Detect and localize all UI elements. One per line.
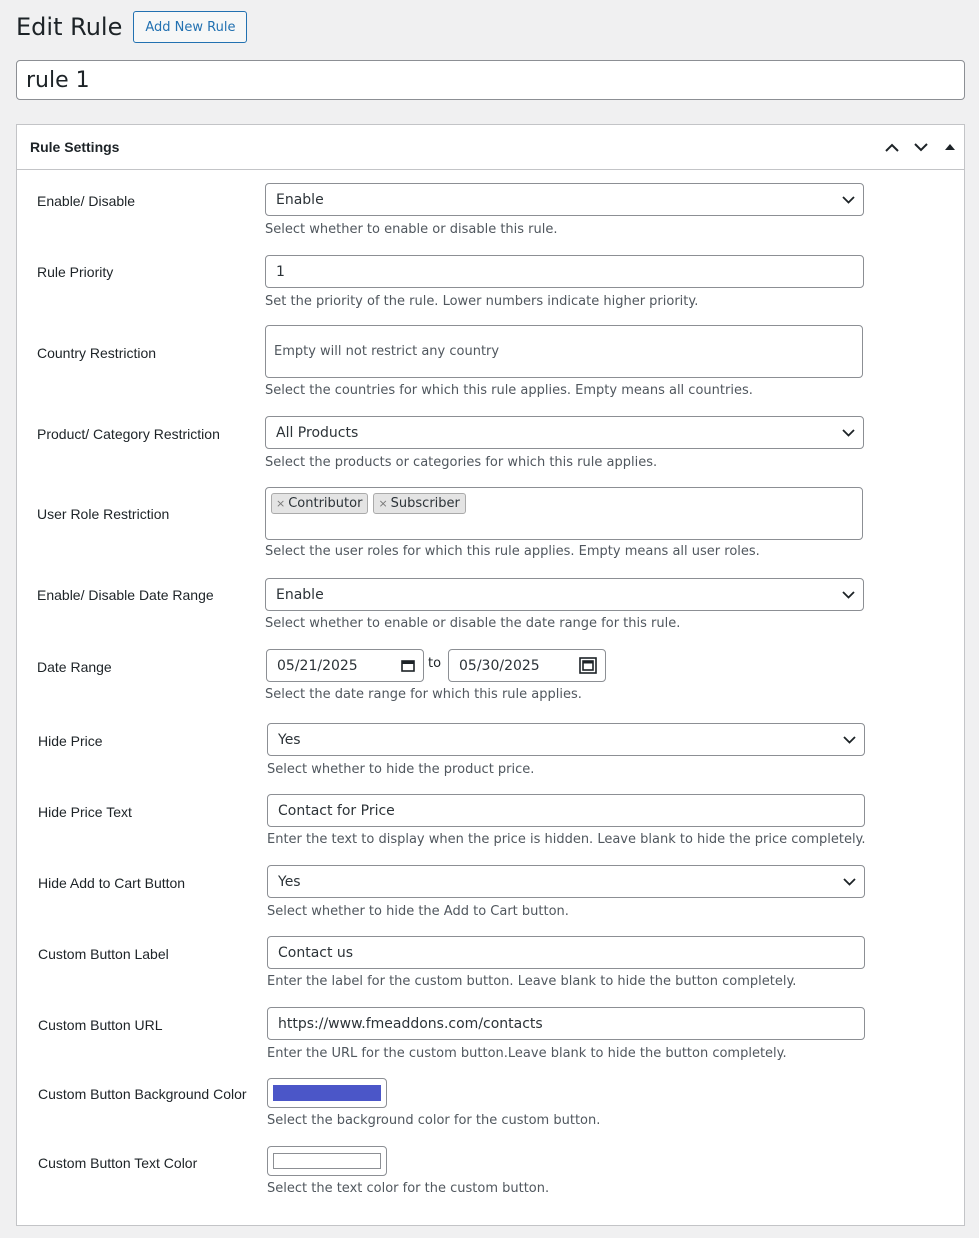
hide-price-text-input[interactable]: Contact for Price [267, 794, 865, 827]
button-text-color-label: Custom Button Text Color [38, 1155, 198, 1171]
hide-price-label: Hide Price [38, 733, 103, 749]
calendar-icon[interactable] [579, 657, 597, 674]
tag-label: Subscriber [390, 496, 460, 511]
move-up-icon[interactable] [877, 125, 906, 169]
metabox-title: Rule Settings [30, 139, 120, 155]
calendar-icon[interactable] [401, 659, 415, 672]
country-multiselect[interactable] [265, 325, 863, 378]
hide-price-text-description: Enter the text to display when the price is hidden. Leave blank to hide the price completely. [267, 832, 866, 847]
chevron-down-icon [842, 591, 855, 599]
enable-select-value: Enable [276, 191, 324, 208]
date-range-toggle-description: Select whether to enable or disable the date range for this rule. [265, 616, 681, 631]
priority-input[interactable]: 1 [265, 255, 864, 288]
tag-label: Contributor [288, 496, 363, 511]
button-bg-color-swatch [273, 1085, 381, 1101]
end-date-value: 05/30/2025 [459, 657, 540, 674]
priority-label: Rule Priority [37, 264, 114, 280]
chevron-down-icon [843, 736, 856, 744]
chevron-down-icon [842, 429, 855, 437]
country-placeholder: Empty will not restrict any country [274, 344, 500, 359]
move-down-icon[interactable] [906, 125, 935, 169]
priority-description: Set the priority of the rule. Lower numbers indicate higher priority. [265, 294, 699, 309]
product-select-value: All Products [276, 424, 359, 441]
rule-title-input[interactable]: rule 1 [16, 60, 965, 100]
button-label-input[interactable]: Contact us [267, 936, 865, 969]
country-description: Select the countries for which this rule applies. Empty means all countries. [265, 383, 753, 398]
product-description: Select the products or categories for which this rule applies. [265, 455, 658, 470]
date-range-description: Select the date range for which this rule applies. [265, 687, 582, 702]
hide-price-text-label: Hide Price Text [38, 804, 132, 820]
metabox-header [17, 125, 964, 170]
hide-cart-description: Select whether to hide the Add to Cart button. [267, 904, 569, 919]
hide-cart-select[interactable] [267, 865, 865, 898]
button-bg-description: Select the background color for the custom button. [267, 1113, 601, 1128]
button-bg-color-picker[interactable] [267, 1078, 387, 1108]
metabox-handle-actions [877, 125, 964, 169]
enable-select[interactable] [265, 183, 864, 216]
settings-form [17, 169, 964, 1225]
user-role-label: User Role Restriction [37, 506, 170, 522]
add-new-rule-button[interactable]: Add New Rule [133, 11, 247, 43]
user-role-description: Select the user roles for which this rule applies. Empty means all user roles. [265, 544, 760, 559]
button-label-label: Custom Button Label [38, 946, 169, 962]
button-url-description: Enter the URL for the custom button.Leave blank to hide the button completely. [267, 1046, 787, 1061]
hide-price-value: Yes [278, 731, 301, 748]
date-range-toggle-value: Enable [276, 586, 324, 603]
hide-price-select[interactable] [267, 723, 865, 756]
user-role-tag-contributor [271, 493, 368, 514]
date-range-to-text: to [428, 656, 442, 671]
button-text-color-description: Select the text color for the custom button. [267, 1181, 550, 1196]
country-label: Country Restriction [37, 345, 157, 361]
start-date-value: 05/21/2025 [277, 657, 358, 674]
start-date-input[interactable] [266, 649, 424, 682]
chevron-down-icon [843, 878, 856, 886]
button-label-description: Enter the label for the custom button. Leave blank to hide the button completely. [267, 974, 797, 989]
user-role-tag-subscriber [373, 493, 465, 514]
remove-tag-icon[interactable]: × [378, 497, 388, 510]
product-select[interactable] [265, 416, 864, 449]
product-label: Product/ Category Restriction [37, 426, 220, 442]
date-range-toggle-label: Enable/ Disable Date Range [37, 587, 214, 603]
heading-row [16, 10, 247, 44]
enable-label: Enable/ Disable [37, 193, 136, 209]
user-role-multiselect[interactable] [265, 487, 863, 540]
button-url-label: Custom Button URL [38, 1017, 163, 1033]
hide-price-description: Select whether to hide the product price. [267, 762, 535, 777]
chevron-down-icon [842, 196, 855, 204]
hide-cart-value: Yes [278, 873, 301, 890]
enable-description: Select whether to enable or disable this rule. [265, 222, 558, 237]
end-date-input[interactable] [448, 649, 606, 682]
date-range-toggle-select[interactable] [265, 578, 864, 611]
collapse-toggle-icon[interactable] [935, 125, 964, 169]
button-url-input[interactable]: https://www.fmeaddons.com/contacts [267, 1007, 865, 1040]
remove-tag-icon[interactable]: × [276, 497, 286, 510]
button-text-color-swatch [273, 1153, 381, 1169]
button-bg-label: Custom Button Background Color [38, 1086, 247, 1102]
page-title: Edit Rule [16, 13, 123, 41]
rule-settings-metabox [16, 124, 965, 1226]
hide-cart-label: Hide Add to Cart Button [38, 875, 186, 891]
button-text-color-picker[interactable] [267, 1146, 387, 1176]
date-range-label: Date Range [37, 659, 112, 675]
